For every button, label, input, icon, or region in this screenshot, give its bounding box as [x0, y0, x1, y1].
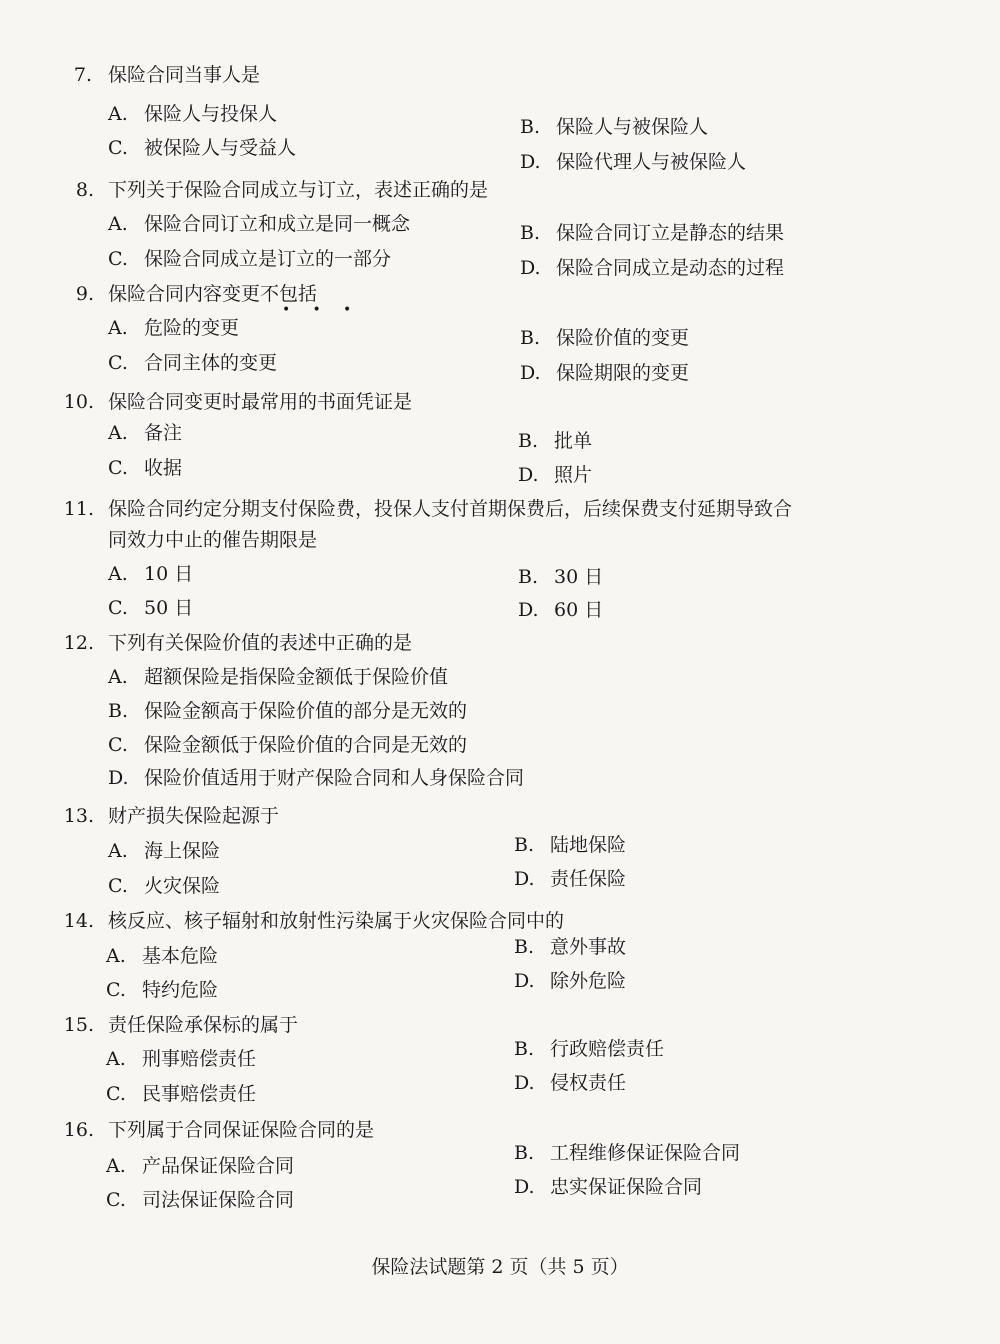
question-text: 保险合同变更时最常用的书面凭证是	[108, 391, 413, 413]
option-d: D. 60 日	[518, 599, 604, 621]
question-text: 下列有关保险价值的表述中正确的是	[108, 632, 413, 654]
option-b: B. 30 日	[518, 566, 604, 588]
question-text: 保险合同内容变更不包括	[108, 283, 318, 305]
option-a: A. 超额保险是指保险金额低于保险价值	[108, 666, 449, 688]
option-d: D. 责任保险	[514, 868, 627, 890]
option-a: A. 备注	[108, 422, 183, 444]
question-number: 8.	[75, 179, 94, 201]
question-number: 7.	[73, 64, 92, 86]
option-a: A. 刑事赔偿责任	[106, 1048, 257, 1070]
option-d: D. 保险合同成立是动态的过程	[520, 257, 785, 279]
option-a: A. 产品保证保险合同	[106, 1155, 295, 1177]
option-c: C. 火灾保险	[108, 875, 221, 897]
option-d: D. 保险代理人与被保险人	[520, 151, 747, 173]
question-text-continued: 同效力中止的催告期限是	[108, 529, 318, 551]
question-text: 财产损失保险起源于	[108, 805, 280, 827]
question-text: 下列属于合同保证保险合同的是	[108, 1119, 375, 1141]
emphasis-dots: • • •	[282, 302, 352, 318]
option-b: B. 保险金额高于保险价值的部分是无效的	[108, 700, 468, 722]
option-b: B. 批单	[518, 430, 593, 452]
option-a: A. 保险合同订立和成立是同一概念	[108, 213, 411, 235]
question-text: 保险合同当事人是	[108, 64, 261, 86]
question-number: 11.	[63, 498, 94, 520]
question-number: 13.	[63, 805, 94, 827]
option-a: A. 保险人与投保人	[108, 103, 278, 125]
option-b: B. 保险合同订立是静态的结果	[520, 222, 785, 244]
option-c: C. 被保险人与受益人	[108, 137, 297, 159]
option-d: D. 侵权责任	[514, 1072, 627, 1094]
option-c: C. 民事赔偿责任	[106, 1083, 257, 1105]
option-b: B. 保险价值的变更	[520, 327, 690, 349]
option-c: C. 保险合同成立是订立的一部分	[108, 248, 392, 270]
question-text: 下列关于保险合同成立与订立，表述正确的是	[108, 179, 489, 201]
option-c: C. 保险金额低于保险价值的合同是无效的	[108, 734, 468, 756]
question-text: 责任保险承保标的属于	[108, 1014, 299, 1036]
option-c: C. 合同主体的变更	[108, 352, 278, 374]
option-d: D. 保险价值适用于财产保险合同和人身保险合同	[108, 767, 525, 789]
question-number: 15.	[63, 1014, 94, 1036]
question-number: 12.	[63, 632, 94, 654]
option-c: C. 特约危险	[106, 979, 219, 1001]
option-b: B. 行政赔偿责任	[514, 1038, 665, 1060]
option-a: A. 海上保险	[108, 840, 221, 862]
question-number: 16.	[63, 1119, 94, 1141]
option-c: C. 收据	[108, 457, 183, 479]
question-number: 14.	[63, 910, 94, 932]
option-b: B. 工程维修保证保险合同	[514, 1142, 741, 1164]
option-a: A. 10 日	[108, 563, 194, 585]
option-a: A. 基本危险	[106, 945, 219, 967]
option-b: B. 陆地保险	[514, 834, 627, 856]
option-a: A. 危险的变更	[108, 317, 240, 339]
option-b: B. 意外事故	[514, 936, 627, 958]
option-d: D. 除外危险	[514, 970, 627, 992]
option-d: D. 照片	[518, 464, 593, 486]
question-number: 9.	[75, 283, 94, 305]
option-d: D. 忠实保证保险合同	[514, 1176, 703, 1198]
option-d: D. 保险期限的变更	[520, 362, 690, 384]
question-text: 核反应、核子辐射和放射性污染属于火灾保险合同中的	[108, 910, 565, 932]
page-footer: 保险法试题第 2 页（共 5 页）	[371, 1256, 629, 1278]
option-c: C. 50 日	[108, 597, 194, 619]
question-text: 保险合同约定分期支付保险费，投保人支付首期保费后，后续保费支付延期导致合	[108, 498, 793, 520]
option-c: C. 司法保证保险合同	[106, 1189, 295, 1211]
question-number: 10.	[63, 391, 94, 413]
option-b: B. 保险人与被保险人	[520, 116, 709, 138]
emphasis-text: 不包括	[260, 283, 318, 305]
